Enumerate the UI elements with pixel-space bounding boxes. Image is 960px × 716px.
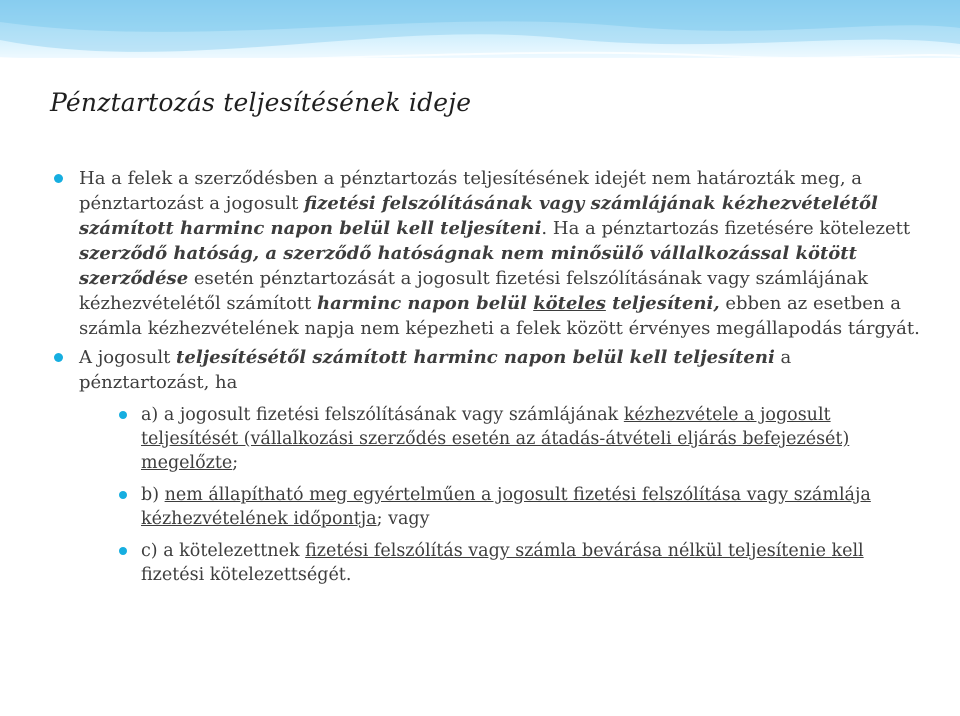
sub-bullet-a bbox=[119, 403, 924, 475]
bullet1-emphasis-4: teljesíteni, bbox=[605, 293, 720, 314]
bullet1-emphasis-2: szerződő hatóság, a szerződő hatóságnak nem minősülő vállalkozással kötött szerződése bbox=[79, 243, 857, 289]
bullet1-text-3: esetén pénztartozását a jogosult fizetési felszólításának vagy számlájának kézhezvételétől számított bbox=[79, 268, 869, 314]
sub-bullet-c bbox=[119, 539, 924, 587]
sub-a-underlined: kézhezvétele a jogosult teljesítését (vállalkozási szerződés esetén az átadás-átvételi eljárás befejezését) megelőzte bbox=[141, 405, 850, 473]
bullet1-text-4: ebben az esetben a számla kézhezvételének napja nem képezheti a felek között érvényes megállapodás tárgyát. bbox=[79, 293, 920, 339]
slide-title: Pénztartozás teljesítésének ideje bbox=[50, 88, 472, 117]
sub-bullet-b bbox=[119, 483, 924, 531]
bullet2-emphasis: teljesítésétől számított harminc napon belül kell teljesíteni bbox=[176, 347, 775, 368]
bullet1-emphasis-3: harminc napon belül bbox=[316, 293, 534, 314]
sub-b-text-2: ; vagy bbox=[376, 509, 430, 529]
bullet-conditions bbox=[54, 345, 924, 587]
bullet1-emphasis-1: fizetési felszólításának vagy számlájának kézhezvételétől számított harminc napon belül kell teljesíteni bbox=[79, 193, 878, 239]
sub-a-text-1: a) a jogosult fizetési felszólításának vagy számlájának bbox=[141, 405, 624, 425]
sub-a-text-2: ; bbox=[232, 453, 239, 473]
sub-c-underlined: fizetési felszólítás vagy számla bevárása nélkül teljesítenie kell bbox=[305, 541, 864, 561]
bullet1-text-2: . Ha a pénztartozás fizetésére kötelezett bbox=[541, 218, 911, 239]
bullet2-text-1: A jogosult bbox=[79, 347, 177, 368]
sub-c-text-1: c) a kötelezettnek bbox=[141, 541, 306, 561]
sub-b-text-1: b) bbox=[141, 485, 165, 505]
bullet-payment-deadline bbox=[54, 166, 924, 341]
bullet-list bbox=[54, 166, 924, 587]
sub-b-underlined: nem állapítható meg egyértelműen a jogosult fizetési felszólítása vagy számlája kézhezvételének időpontja bbox=[141, 485, 871, 529]
bullet1-emphasis-obligatory: köteles bbox=[533, 293, 606, 314]
sub-c-text-2: fizetési kötelezettségét. bbox=[141, 565, 352, 585]
bullet2-text-2: a pénztartozást, ha bbox=[79, 347, 792, 393]
header-wave-decoration bbox=[0, 0, 960, 70]
bullet1-text-1: Ha a felek a szerződésben a pénztartozás teljesítésének idejét nem határozták meg, a pénztartozást a jogosult bbox=[79, 168, 863, 214]
slide-body bbox=[54, 166, 924, 595]
sub-bullet-list bbox=[79, 403, 924, 587]
